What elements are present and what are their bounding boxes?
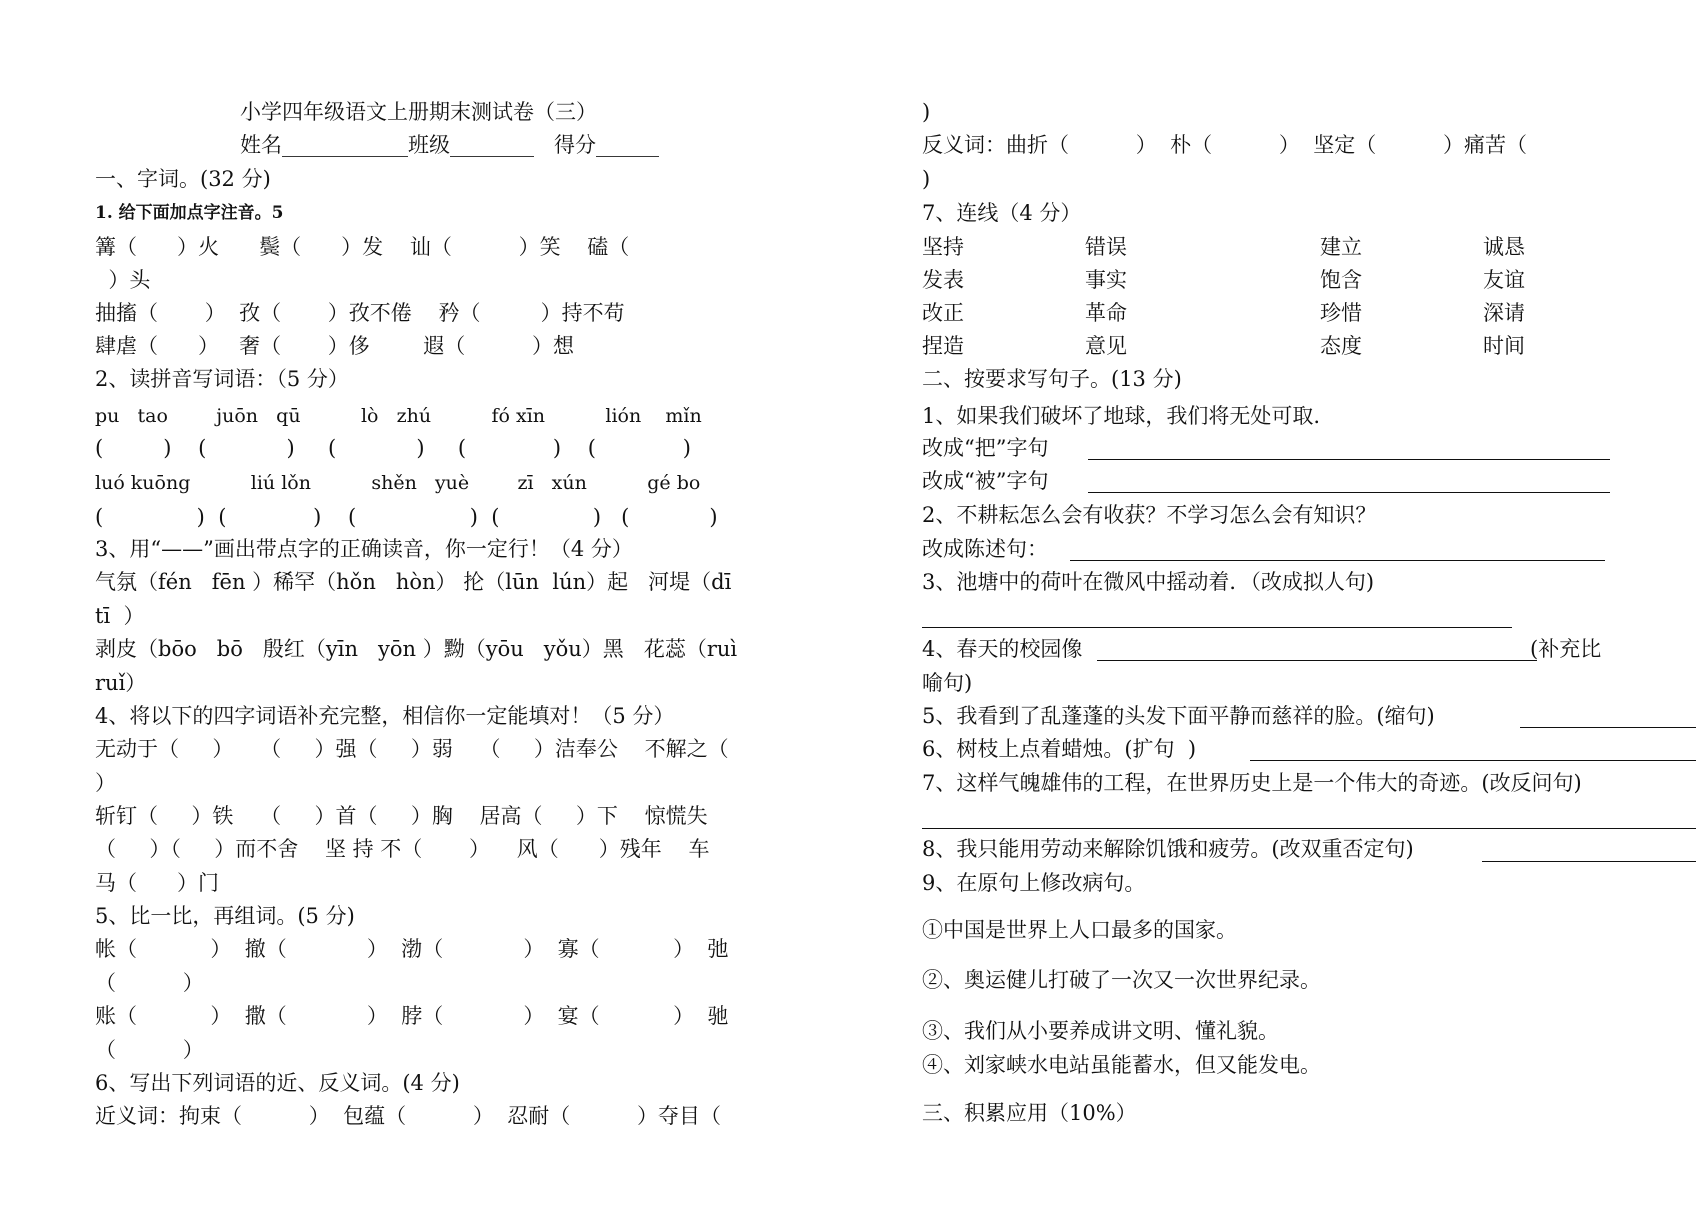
question-heading: 1. 给下面加点字注音。5 [95,203,284,223]
match-word: 友谊 [1483,268,1525,292]
match-word: 珍惜 [1320,301,1362,325]
match-word: 事实 [1085,268,1127,292]
match-word: 建立 [1320,235,1362,259]
answer-brackets: ( ) ( ) ( ) ( ) ( ) [95,436,691,460]
question-line: 抽搐（ ） 孜（ ）孜不倦 矜（ ）持不苟 [95,301,625,325]
pinyin-line: luó kuōng liú lǒn shěn yuè zī xún gé bo [95,472,701,494]
match-word: 发表 [922,268,964,292]
match-word: 诚恳 [1483,235,1525,259]
question-line: 3、池塘中的荷叶在微风中摇动着．（改成拟人句) [922,570,1375,594]
answer-line[interactable] [922,627,1512,628]
match-word: 深请 [1483,301,1525,325]
question-line: 1、如果我们破坏了地球，我们将无处可取. [922,404,1321,428]
question-line: 斩钉（ ）铁 （ ）首（ ）胸 居高（ ）下 惊慌失 [95,804,708,828]
answer-line[interactable] [1482,861,1696,862]
question-line: 马（ ）门 [95,871,220,895]
section-heading: 三、积累应用（10%） [922,1101,1137,1125]
question-line: ） [95,771,116,795]
pinyin-line: pu tao juōn qū lò zhú fó xīn lión mǐn [95,405,702,427]
question-line: 气氛（fén fēn ）稀罕（hǒn hòn） 抡（lūn lún）起 河堤（dī [95,570,732,594]
question-heading: 6、写出下列词语的近、反义词。(4 分) [95,1071,460,1095]
question-line: ) [922,167,931,191]
question-line: 改成陈述句： [922,537,1048,561]
answer-line[interactable] [922,828,1696,829]
question-heading: 3、用“——”画出带点字的正确读音，你一定行！（4 分） [95,537,633,561]
question-line: 无动于（ ） （ ）强（ ）弱 （ ）洁奉公 不解之（ [95,737,729,761]
answer-line[interactable] [1070,560,1605,561]
exam-title: 小学四年级语文上册期末测试卷（三） [240,100,597,124]
question-line: 反义词：曲折（ ） 朴（ ） 坚定（ ）痛苦（ [922,133,1527,157]
match-word: 错误 [1085,235,1127,259]
match-word: 坚持 [922,235,964,259]
sentence-item: ④、刘家峡水电站虽能蓄水，但又能发电。 [922,1053,1321,1077]
question-line: 近义词：拘束（ ） 包蕴（ ） 忍耐（ ）夺目（ [95,1104,721,1128]
question-line: （ ）（ ）而不舍 坚 持 不（ ） 风（ ）残年 车 [95,837,710,861]
section-heading: 一、字词。(32 分) [95,167,271,191]
match-word: 意见 [1085,334,1127,358]
sentence-item: ③、我们从小要养成讲文明、懂礼貌。 [922,1019,1279,1043]
answer-brackets: ( ) ( ) ( ) ( ) ( ) [95,505,718,529]
question-line: (补充比 [1530,637,1602,661]
answer-line[interactable] [1088,492,1610,493]
match-word: 革命 [1085,301,1127,325]
question-line: 账（ ） 撒（ ） 脖（ ） 宴（ ） 驰 [95,1004,729,1028]
section-heading: 二、按要求写句子。(13 分) [922,367,1182,391]
student-info-line: 姓名____________班级________ 得分______ [240,133,660,157]
question-line: 6、树枝上点着蜡烛。(扩句 ) [922,737,1197,761]
question-line: 篝（ ）火 鬓（ ）发 讪（ ）笑 磕（ [95,235,630,259]
question-line: ) [922,100,931,124]
sentence-item: ①中国是世界上人口最多的国家。 [922,918,1237,942]
answer-line[interactable] [1088,459,1610,460]
question-heading: 7、连线（4 分） [922,201,1082,225]
question-line: （ ） [95,971,204,995]
question-line: 7、这样气魄雄伟的工程，在世界历史上是一个伟大的奇迹。(改反问句) [922,771,1582,795]
question-line: 5、我看到了乱蓬蓬的头发下面平静而慈祥的脸。(缩句) [922,704,1435,728]
question-line: 改成“被”字句 [922,469,1049,493]
question-line: tī ） [95,604,145,628]
question-line: ruǐ） [95,671,147,695]
question-line: 8、我只能用劳动来解除饥饿和疲劳。(改双重否定句) [922,837,1414,861]
answer-line[interactable] [1520,727,1696,728]
question-line: ）头 [95,268,151,292]
question-line: 剥皮（bōo bō 殷红（yīn yōn ）黝（yōu yǒu）黑 花蕊（ruì [95,637,738,661]
question-heading: 4、将以下的四字词语补充完整，相信你一定能填对！（5 分） [95,704,675,728]
answer-line[interactable] [1250,760,1696,761]
match-word: 捏造 [922,334,964,358]
match-word: 改正 [922,301,964,325]
question-heading: 5、比一比，再组词。(5 分) [95,904,355,928]
sentence-item: ②、奥运健儿打破了一次又一次世界纪录。 [922,968,1321,992]
question-heading: 2、读拼音写词语：（5 分） [95,367,349,391]
question-heading: 9、在原句上修改病句。 [922,871,1146,895]
answer-line[interactable] [1097,660,1537,661]
question-line: 2、不耕耘怎么会有收获？不学习怎么会有知识？ [922,503,1377,527]
question-line: （ ） [95,1038,204,1062]
question-line: 肆虐（ ） 奢（ ）侈 遐（ ）想 [95,334,574,358]
match-word: 饱含 [1320,268,1362,292]
match-word: 时间 [1483,334,1525,358]
match-word: 态度 [1320,334,1362,358]
question-line: 改成“把”字句 [922,436,1049,460]
question-line: 喻句) [922,671,973,695]
question-line: 帐（ ） 撤（ ） 渤（ ） 寡（ ） 弛 [95,937,729,961]
question-line: 4、春天的校园像 [922,637,1083,661]
